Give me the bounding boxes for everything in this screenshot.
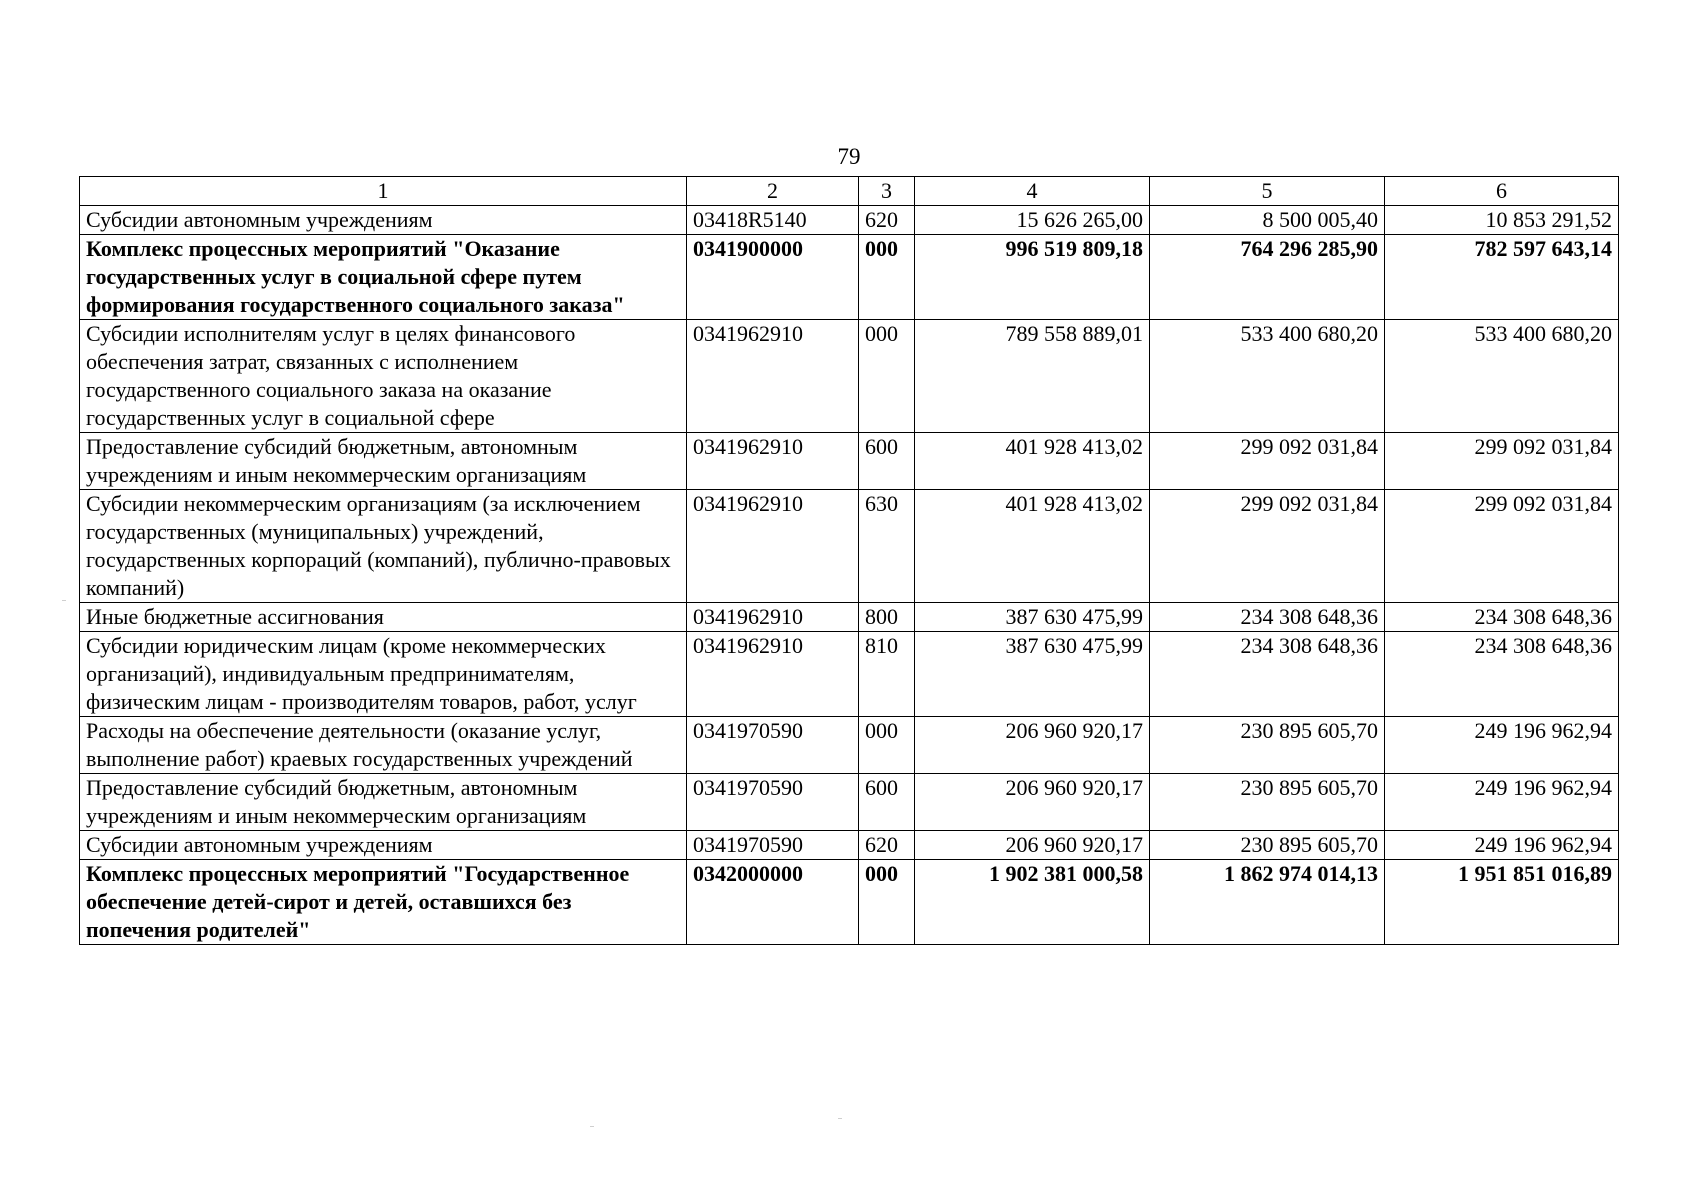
row-value-6: 249 196 962,94 (1385, 774, 1619, 831)
row-value-6: 782 597 643,14 (1385, 235, 1619, 320)
row-value-5: 8 500 005,40 (1150, 206, 1385, 235)
header-row (80, 177, 1619, 206)
row-value-5: 533 400 680,20 (1150, 320, 1385, 433)
row-value-6: 234 308 648,36 (1385, 632, 1619, 717)
scan-speck (590, 1126, 594, 1127)
table-row (80, 774, 1619, 831)
row-name: Субсидии автономным учреждениям (80, 206, 687, 235)
row-code: 0341900000 (687, 235, 859, 320)
column-header-3: 3 (859, 177, 915, 206)
scan-speck (838, 1118, 842, 1119)
row-value-5: 299 092 031,84 (1150, 490, 1385, 603)
row-value-4: 401 928 413,02 (915, 490, 1150, 603)
column-header-2: 2 (687, 177, 859, 206)
row-code: 0341970590 (687, 717, 859, 774)
row-code: 0341962910 (687, 320, 859, 433)
row-name: Комплекс процессных мероприятий "Государственное обеспечение детей-сирот и детей, оставшихся без попечения родителей" (80, 860, 687, 945)
table-row (80, 490, 1619, 603)
table-row (80, 831, 1619, 860)
row-type: 000 (859, 235, 915, 320)
scan-speck (62, 600, 66, 601)
row-value-5: 1 862 974 014,13 (1150, 860, 1385, 945)
row-type: 000 (859, 860, 915, 945)
row-code: 0341962910 (687, 603, 859, 632)
row-type: 000 (859, 717, 915, 774)
table-row (80, 860, 1619, 945)
row-value-6: 299 092 031,84 (1385, 433, 1619, 490)
row-type: 620 (859, 206, 915, 235)
row-value-6: 533 400 680,20 (1385, 320, 1619, 433)
row-value-6: 299 092 031,84 (1385, 490, 1619, 603)
row-value-4: 15 626 265,00 (915, 206, 1150, 235)
table-row (80, 433, 1619, 490)
row-value-5: 234 308 648,36 (1150, 603, 1385, 632)
row-code: 0341962910 (687, 490, 859, 603)
row-name: Субсидии юридическим лицам (кроме некоммерческих организаций), индивидуальным предпринимателям, физическим лицам - производителям товаров, работ, услуг (80, 632, 687, 717)
row-value-6: 249 196 962,94 (1385, 831, 1619, 860)
table-row (80, 235, 1619, 320)
row-value-5: 230 895 605,70 (1150, 831, 1385, 860)
table-row (80, 206, 1619, 235)
row-value-4: 206 960 920,17 (915, 831, 1150, 860)
column-header-5: 5 (1150, 177, 1385, 206)
row-value-6: 1 951 851 016,89 (1385, 860, 1619, 945)
row-code: 0341962910 (687, 433, 859, 490)
row-name: Субсидии некоммерческим организациям (за исключением государственных (муниципальных) учреждений, государственных корпораций (компаний), публично-правовых компаний) (80, 490, 687, 603)
row-value-6: 10 853 291,52 (1385, 206, 1619, 235)
page-number: 79 (837, 144, 861, 169)
row-code: 03418R5140 (687, 206, 859, 235)
row-type: 630 (859, 490, 915, 603)
row-name: Комплекс процессных мероприятий "Оказание государственных услуг в социальной сфере путем формирования государственного социального заказа" (80, 235, 687, 320)
row-value-5: 234 308 648,36 (1150, 632, 1385, 717)
row-value-4: 1 902 381 000,58 (915, 860, 1150, 945)
column-header-1: 1 (80, 177, 687, 206)
table-row (80, 632, 1619, 717)
row-name: Расходы на обеспечение деятельности (оказание услуг, выполнение работ) краевых государственных учреждений (80, 717, 687, 774)
table-row (80, 717, 1619, 774)
table-row (80, 320, 1619, 433)
row-type: 600 (859, 433, 915, 490)
column-header-4: 4 (915, 177, 1150, 206)
row-name: Субсидии исполнителям услуг в целях финансового обеспечения затрат, связанных с исполнением государственного социального заказа на оказание государственных услуг в социальной сфере (80, 320, 687, 433)
row-type: 810 (859, 632, 915, 717)
row-code: 0341962910 (687, 632, 859, 717)
row-name: Иные бюджетные ассигнования (80, 603, 687, 632)
table-row (80, 603, 1619, 632)
row-value-4: 789 558 889,01 (915, 320, 1150, 433)
row-value-4: 996 519 809,18 (915, 235, 1150, 320)
row-code: 0341970590 (687, 774, 859, 831)
row-name: Предоставление субсидий бюджетным, автономным учреждениям и иным некоммерческим организациям (80, 774, 687, 831)
row-type: 800 (859, 603, 915, 632)
row-name: Предоставление субсидий бюджетным, автономным учреждениям и иным некоммерческим организациям (80, 433, 687, 490)
column-header-6: 6 (1385, 177, 1619, 206)
row-value-5: 230 895 605,70 (1150, 774, 1385, 831)
row-type: 000 (859, 320, 915, 433)
row-name: Субсидии автономным учреждениям (80, 831, 687, 860)
row-value-5: 230 895 605,70 (1150, 717, 1385, 774)
row-value-5: 764 296 285,90 (1150, 235, 1385, 320)
row-code: 0341970590 (687, 831, 859, 860)
row-value-4: 206 960 920,17 (915, 774, 1150, 831)
row-value-5: 299 092 031,84 (1150, 433, 1385, 490)
row-type: 620 (859, 831, 915, 860)
table-body (80, 206, 1619, 945)
row-value-4: 387 630 475,99 (915, 603, 1150, 632)
row-value-6: 234 308 648,36 (1385, 603, 1619, 632)
row-value-4: 206 960 920,17 (915, 717, 1150, 774)
row-value-4: 401 928 413,02 (915, 433, 1150, 490)
table-header (80, 177, 1619, 206)
budget-table (79, 176, 1619, 945)
row-type: 600 (859, 774, 915, 831)
row-value-4: 387 630 475,99 (915, 632, 1150, 717)
row-value-6: 249 196 962,94 (1385, 717, 1619, 774)
row-code: 0342000000 (687, 860, 859, 945)
